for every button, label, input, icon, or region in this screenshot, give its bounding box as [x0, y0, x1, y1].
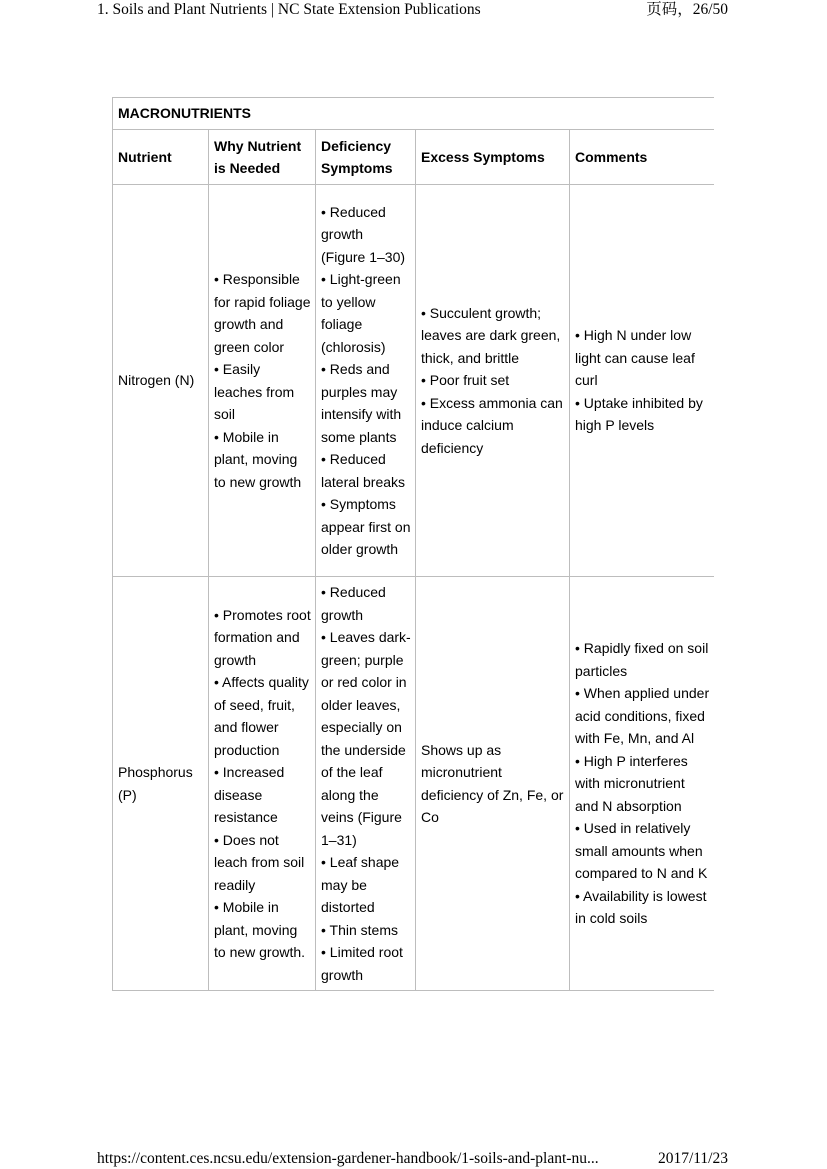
table-title-row — [113, 98, 715, 130]
deficiency-item: • Symptoms appear first on older growth — [321, 496, 411, 557]
deficiency-cell — [316, 185, 416, 577]
deficiency-item: • Leaves dark-green; purple or red color in older leaves, especially on the underside of the leaf along the veins (Figure 1–31) — [321, 629, 411, 848]
deficiency-item: • Light-green to yellow foliage (chlorosis) — [321, 271, 401, 355]
deficiency-item: • Leaf shape may be distorted — [321, 854, 400, 915]
comments-cell — [570, 577, 715, 991]
page-header-title: 1. Soils and Plant Nutrients | NC State Extension Publications — [97, 1, 481, 18]
macronutrients-table-container — [112, 97, 714, 1039]
comments-cell — [570, 185, 715, 577]
deficiency-item: • Thin stems — [321, 921, 398, 938]
why-needed-item: • Does not leach from soil readily — [214, 831, 305, 893]
excess-item: • Succulent growth; leaves are dark green, thick, and brittle — [421, 304, 561, 366]
column-header-excess: Excess Symptoms — [416, 130, 570, 185]
why-needed-item: • Mobile in plant, moving to new growth — [214, 428, 302, 490]
deficiency-cell — [316, 577, 416, 991]
deficiency-item: • Limited root growth — [321, 944, 403, 983]
comments-item: • High P interferes with micronutrient and N absorption — [575, 752, 688, 814]
why-needed-item: • Affects quality of seed, fruit, and flower production — [214, 674, 309, 758]
comments-item: • Availability is lowest in cold soils — [575, 887, 707, 927]
page-footer-url: https://content.ces.ncsu.edu/extension-gardener-handbook/1-soils-and-plant-nu... — [97, 1150, 599, 1167]
why-needed-item: • Mobile in plant, moving to new growth. — [214, 899, 306, 960]
why-needed-item: • Increased disease resistance — [214, 764, 285, 825]
nutrient-name: Phosphorus (P) — [113, 577, 209, 991]
why-needed-cell — [209, 185, 316, 577]
deficiency-item: • Reds and purples may intensify with some plants — [321, 361, 402, 445]
comments-item: • Rapidly fixed on soil particles — [575, 640, 709, 679]
table-title: MACRONUTRIENTS — [113, 98, 715, 130]
why-needed-item: • Responsible for rapid foliage growth and green color — [214, 271, 311, 355]
excess-item: • Poor fruit set — [421, 372, 510, 389]
macronutrients-table — [112, 97, 714, 991]
table-header-row — [113, 130, 715, 185]
excess-item: • Excess ammonia can induce calcium deficiency — [421, 394, 563, 456]
page-footer-date: 2017/11/23 — [657, 1150, 728, 1167]
deficiency-item: • Reduced growth (Figure 1–30) — [321, 203, 406, 265]
why-needed-item: • Promotes root formation and growth — [214, 606, 311, 668]
column-header-comments: Comments — [570, 130, 715, 185]
nutrient-name: Nitrogen (N) — [113, 185, 209, 577]
column-header-deficiency: Deficiency Symptoms — [316, 130, 416, 185]
page-header-page-number: 页码，26/50 — [646, 1, 728, 18]
why-needed-item: • Easily leaches from soil — [214, 361, 295, 422]
column-header-nutrient: Nutrient — [113, 130, 209, 185]
excess-item: Shows up as micronutrient deficiency of Zn, Fe, or Co — [421, 741, 564, 825]
excess-cell — [416, 185, 570, 577]
deficiency-item: • Reduced lateral breaks — [321, 451, 406, 490]
comments-item: • Used in relatively small amounts when compared to N and K — [575, 820, 708, 882]
column-header-why-needed: Why Nutrient is Needed — [209, 130, 316, 185]
table-row-nitrogen — [113, 185, 715, 577]
comments-item: • High N under low light can cause leaf curl — [575, 327, 695, 389]
table-row-phosphorus — [113, 577, 715, 991]
excess-cell — [416, 577, 570, 991]
why-needed-cell — [209, 577, 316, 991]
comments-item: • Uptake inhibited by high P levels — [575, 394, 703, 434]
deficiency-item: • Reduced growth — [321, 584, 386, 623]
comments-item: • When applied under acid conditions, fixed with Fe, Mn, and Al — [575, 685, 710, 747]
